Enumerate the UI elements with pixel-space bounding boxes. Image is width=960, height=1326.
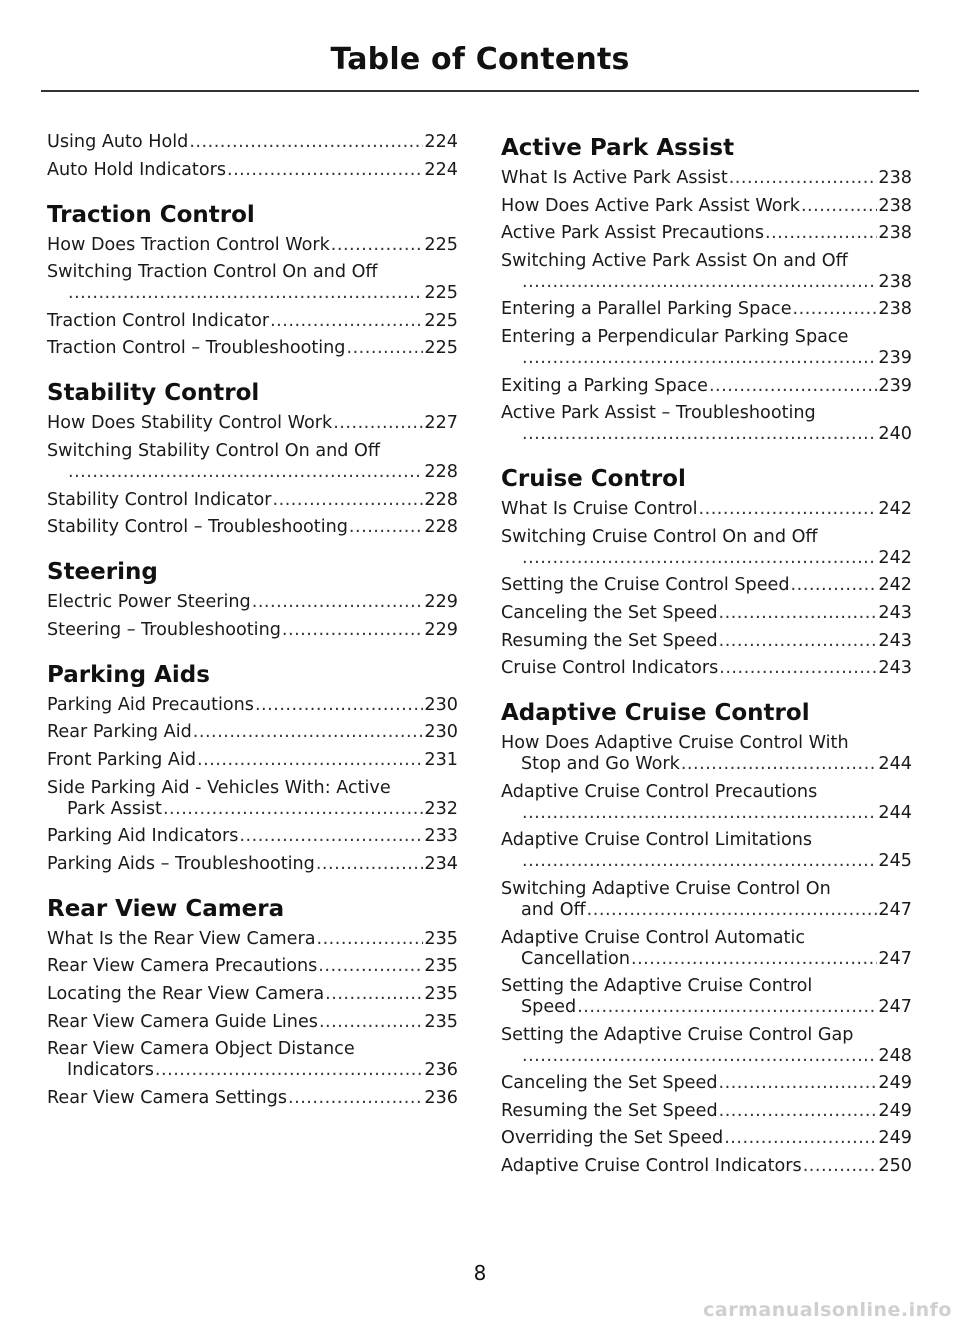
page-number: 8	[473, 1261, 487, 1285]
toc-entry[interactable]	[501, 196, 912, 217]
toc-entry-page: 235	[424, 928, 458, 949]
toc-entry-title: How Does Stability Control Work	[47, 413, 333, 434]
dot-leader	[189, 132, 423, 153]
dot-leader	[333, 413, 423, 434]
toc-entry-page: 238	[878, 195, 912, 216]
toc-entry-title: Stability Control – Troubleshooting	[47, 517, 348, 538]
dot-leader	[316, 854, 424, 875]
toc-entry[interactable]	[501, 403, 912, 445]
toc-entry[interactable]	[47, 1039, 458, 1081]
toc-entry-title: Resuming the Set Speed	[501, 630, 718, 651]
toc-entry-title: Rear View Camera Object Distance	[47, 1039, 355, 1060]
toc-entry-title: Side Parking Aid - Vehicles With: Active	[47, 777, 391, 798]
toc-entry[interactable]	[501, 327, 912, 369]
dot-leader	[522, 851, 877, 872]
toc-entry-page: 225	[424, 234, 458, 255]
toc-entry[interactable]	[47, 132, 458, 153]
toc-entry-title: What Is the Rear View Camera	[47, 928, 316, 949]
dot-leader	[803, 1156, 878, 1177]
toc-entry-page: 234	[424, 853, 458, 874]
dot-leader	[719, 631, 878, 652]
toc-entry-title-continued: Park Assist	[67, 798, 162, 819]
dot-leader	[163, 799, 423, 820]
toc-entry-title: Locating the Rear View Camera	[47, 983, 325, 1004]
toc-entry[interactable]	[47, 1088, 458, 1109]
toc-entry[interactable]	[47, 722, 458, 743]
toc-entry[interactable]	[47, 620, 458, 641]
toc-entry[interactable]	[501, 830, 912, 872]
toc-entry[interactable]	[501, 976, 912, 1018]
toc-entry-page: 242	[878, 547, 912, 568]
toc-entry-title: Auto Hold Indicators	[47, 159, 226, 180]
toc-entry[interactable]	[501, 527, 912, 569]
toc-entry-title: Parking Aids – Troubleshooting	[47, 853, 315, 874]
dot-leader	[255, 695, 423, 716]
section-heading-cruise-control: Cruise Control	[501, 466, 686, 493]
toc-entry-page: 224	[424, 132, 458, 152]
toc-entry-page: 245	[878, 851, 912, 872]
toc-entry[interactable]	[47, 778, 458, 820]
dot-leader	[193, 722, 424, 743]
toc-entry-page: 231	[424, 749, 458, 770]
toc-entry[interactable]	[501, 733, 912, 775]
toc-entry-title: Stability Control Indicator	[47, 489, 272, 510]
toc-entry-page: 242	[878, 575, 912, 596]
dot-leader	[522, 272, 877, 293]
toc-entry-title: Parking Aid Indicators	[47, 826, 239, 847]
toc-entry-title-continued: and Off	[521, 899, 586, 920]
dot-leader	[239, 826, 423, 847]
toc-entry[interactable]	[501, 1073, 912, 1094]
toc-entry[interactable]	[501, 1128, 912, 1149]
dot-leader	[325, 984, 423, 1005]
toc-entry[interactable]	[501, 928, 912, 970]
toc-entry[interactable]	[47, 338, 458, 359]
toc-entry-title: Canceling the Set Speed	[501, 1073, 718, 1094]
dot-leader	[252, 592, 424, 613]
toc-entry-title: Switching Adaptive Cruise Control On	[501, 878, 831, 899]
toc-entry-page: 250	[878, 1156, 912, 1177]
toc-entry-page: 225	[424, 283, 458, 304]
toc-entry-page: 242	[878, 499, 912, 520]
toc-entry-title: Entering a Perpendicular Parking Space	[501, 326, 849, 347]
toc-entry-title: Entering a Parallel Parking Space	[501, 299, 792, 320]
toc-entry[interactable]	[47, 750, 458, 771]
toc-entry-page: 243	[878, 602, 912, 623]
toc-entry-page: 239	[878, 375, 912, 396]
toc-entry-page: 238	[878, 223, 912, 244]
toc-entry-title: Active Park Assist Precautions	[501, 223, 764, 244]
toc-entry-page: 238	[878, 271, 912, 292]
toc-entry[interactable]	[501, 575, 912, 596]
toc-entry[interactable]	[501, 1101, 912, 1122]
dot-leader	[587, 900, 878, 921]
watermark: carmanualsonline.info	[703, 1299, 952, 1321]
dot-leader	[349, 517, 423, 538]
dot-leader	[709, 376, 877, 397]
toc-entry-page: 236	[424, 1087, 458, 1108]
dot-leader	[724, 1128, 877, 1149]
toc-entry-title: Adaptive Cruise Control Precautions	[501, 781, 818, 802]
dot-leader	[631, 949, 877, 970]
toc-entry-page: 224	[424, 159, 458, 180]
section-heading-steering: Steering	[47, 559, 158, 586]
section-heading-adaptive-cruise-control: Adaptive Cruise Control	[501, 700, 810, 727]
toc-entry-page: 230	[424, 722, 458, 743]
dot-leader	[765, 223, 877, 244]
toc-entry[interactable]	[501, 658, 912, 679]
dot-leader	[681, 754, 878, 775]
toc-entry-page: 243	[878, 658, 912, 679]
toc-entry-title: Adaptive Cruise Control Automatic	[501, 927, 806, 948]
dot-leader	[68, 462, 423, 483]
section-heading-traction-control: Traction Control	[47, 201, 255, 228]
dot-leader	[577, 997, 877, 1018]
toc-entry-page: 238	[878, 168, 912, 188]
section-heading-parking-aids: Parking Aids	[47, 661, 210, 688]
toc-entry-page: 235	[424, 983, 458, 1004]
toc-entry-title: Rear View Camera Precautions	[47, 956, 318, 977]
toc-entry-title: Adaptive Cruise Control Limitations	[501, 830, 813, 851]
toc-entry-title: Adaptive Cruise Control Indicators	[501, 1156, 802, 1177]
toc-entry[interactable]	[501, 251, 912, 293]
dot-leader	[522, 348, 877, 369]
toc-entry[interactable]	[501, 299, 912, 320]
toc-entry-page: 236	[424, 1060, 458, 1081]
dot-leader	[791, 575, 878, 596]
toc-entry-title: Cruise Control Indicators	[501, 658, 719, 679]
toc-entry-title: How Does Active Park Assist Work	[501, 195, 800, 216]
dot-leader	[318, 956, 423, 977]
toc-entry[interactable]	[47, 695, 458, 716]
dot-leader	[270, 311, 423, 332]
dot-leader	[719, 658, 877, 679]
toc-entry-page: 243	[878, 630, 912, 651]
toc-entry[interactable]	[47, 956, 458, 977]
toc-entry[interactable]	[47, 490, 458, 511]
dot-leader	[346, 338, 423, 359]
toc-entry[interactable]	[501, 168, 912, 189]
toc-entry-title: How Does Adaptive Cruise Control With	[501, 733, 849, 754]
toc-entry-page: 249	[878, 1073, 912, 1094]
toc-entry-title: Switching Active Park Assist On and Off	[501, 250, 848, 271]
toc-entry-title: Traction Control – Troubleshooting	[47, 338, 346, 359]
toc-entry[interactable]	[501, 782, 912, 824]
toc-entry-page: 249	[878, 1100, 912, 1121]
toc-entry[interactable]	[501, 603, 912, 624]
dot-leader	[317, 929, 424, 950]
toc-entry-page: 247	[878, 899, 912, 920]
toc-entry-title: Setting the Adaptive Cruise Control Gap	[501, 1024, 854, 1045]
toc-entry[interactable]	[47, 854, 458, 875]
toc-entry-title: Exiting a Parking Space	[501, 375, 708, 396]
toc-entry-page: 247	[878, 948, 912, 969]
toc-entry-title: What Is Active Park Assist	[501, 168, 728, 188]
toc-entry[interactable]	[501, 223, 912, 244]
toc-right-column	[501, 132, 912, 1184]
toc-entry-title: Rear View Camera Settings	[47, 1087, 288, 1108]
toc-entry[interactable]	[47, 311, 458, 332]
toc-entry-title: Canceling the Set Speed	[501, 602, 718, 623]
toc-entry[interactable]	[501, 631, 912, 652]
toc-entry-title: Switching Stability Control On and Off	[47, 440, 380, 461]
toc-entry[interactable]	[47, 826, 458, 847]
toc-entry-title: Active Park Assist – Troubleshooting	[501, 403, 816, 424]
toc-entry-title: Traction Control Indicator	[47, 310, 270, 331]
toc-entry-title: Switching Cruise Control On and Off	[501, 526, 818, 547]
toc-entry[interactable]	[47, 592, 458, 613]
toc-entry[interactable]	[47, 262, 458, 304]
toc-entry-page: 235	[424, 956, 458, 977]
toc-entry-page: 227	[424, 413, 458, 434]
toc-entry-page: 232	[424, 798, 458, 819]
toc-entry[interactable]	[47, 984, 458, 1005]
dot-leader	[522, 424, 877, 445]
title-divider	[41, 90, 919, 92]
toc-entry-page: 228	[424, 461, 458, 482]
toc-entry-title: Electric Power Steering	[47, 592, 251, 613]
dot-leader	[522, 1046, 877, 1067]
dot-leader	[227, 160, 423, 181]
toc-entry-page: 228	[424, 517, 458, 538]
dot-leader	[699, 499, 878, 520]
toc-entry-title: Setting the Adaptive Cruise Control	[501, 976, 813, 997]
toc-entry-title: Steering – Troubleshooting	[47, 619, 281, 640]
dot-leader	[719, 603, 878, 624]
toc-entry-page: 228	[424, 489, 458, 510]
toc-entry-title: Front Parking Aid	[47, 749, 197, 770]
toc-entry-title-continued: Cancellation	[521, 948, 630, 969]
toc-entry[interactable]	[501, 376, 912, 397]
toc-entry-title: Switching Traction Control On and Off	[47, 262, 378, 283]
toc-entry[interactable]	[47, 517, 458, 538]
dot-leader	[288, 1088, 423, 1109]
dot-leader	[522, 548, 877, 569]
toc-entry-page: 249	[878, 1128, 912, 1149]
dot-leader	[319, 1012, 423, 1033]
dot-leader	[197, 750, 423, 771]
toc-entry[interactable]	[47, 235, 458, 256]
toc-entry[interactable]	[501, 1156, 912, 1177]
toc-entry-page: 240	[878, 424, 912, 445]
dot-leader	[155, 1060, 423, 1081]
dot-leader	[793, 299, 878, 320]
dot-leader	[729, 168, 878, 189]
dot-leader	[331, 235, 424, 256]
toc-entry-page: 233	[424, 826, 458, 847]
dot-leader	[719, 1073, 878, 1094]
toc-entry-page: 244	[878, 802, 912, 823]
toc-entry-title: Overriding the Set Speed	[501, 1128, 724, 1149]
toc-entry-title: What Is Cruise Control	[501, 499, 698, 520]
toc-entry-title-continued: Indicators	[67, 1060, 154, 1081]
toc-entry-title: Parking Aid Precautions	[47, 694, 254, 715]
toc-entry-page: 248	[878, 1045, 912, 1066]
dot-leader	[801, 196, 877, 217]
toc-entry[interactable]	[47, 929, 458, 950]
toc-entry[interactable]	[47, 441, 458, 483]
toc-entry-title: Rear View Camera Guide Lines	[47, 1011, 318, 1032]
toc-left-column	[47, 132, 458, 1115]
toc-entry-page: 229	[424, 592, 458, 613]
toc-entry[interactable]	[501, 499, 912, 520]
toc-entry-page: 235	[424, 1011, 458, 1032]
toc-entry[interactable]	[47, 413, 458, 434]
toc-entry[interactable]	[47, 1012, 458, 1033]
section-heading-rear-view-camera: Rear View Camera	[47, 895, 285, 922]
toc-entry-page: 247	[878, 997, 912, 1018]
dot-leader	[719, 1101, 878, 1122]
page-title: Table of Contents	[330, 42, 630, 77]
toc-entry[interactable]	[47, 160, 458, 181]
toc-entry-title-continued: Stop and Go Work	[521, 754, 680, 775]
toc-entry-title: How Does Traction Control Work	[47, 234, 330, 255]
toc-entry-page: 225	[424, 310, 458, 331]
toc-entry-title: Setting the Cruise Control Speed	[501, 575, 790, 596]
toc-entry-page: 230	[424, 694, 458, 715]
toc-entry-title: Using Auto Hold	[47, 132, 189, 152]
toc-entry[interactable]	[501, 879, 912, 921]
toc-entry-title-continued: Speed	[521, 997, 577, 1018]
dot-leader	[282, 620, 424, 641]
toc-entry-title: Resuming the Set Speed	[501, 1100, 718, 1121]
dot-leader	[273, 490, 424, 511]
toc-entry-page: 244	[878, 754, 912, 775]
toc-entry-page: 239	[878, 347, 912, 368]
toc-entry-page: 225	[424, 338, 458, 359]
toc-entry-page: 229	[424, 619, 458, 640]
section-heading-stability-control: Stability Control	[47, 380, 260, 407]
toc-entry-title: Rear Parking Aid	[47, 722, 192, 743]
dot-leader	[522, 803, 877, 824]
toc-entry[interactable]	[501, 1025, 912, 1067]
toc-entry-page: 238	[878, 299, 912, 320]
section-heading-active-park-assist: Active Park Assist	[501, 135, 735, 161]
dot-leader	[68, 283, 423, 304]
